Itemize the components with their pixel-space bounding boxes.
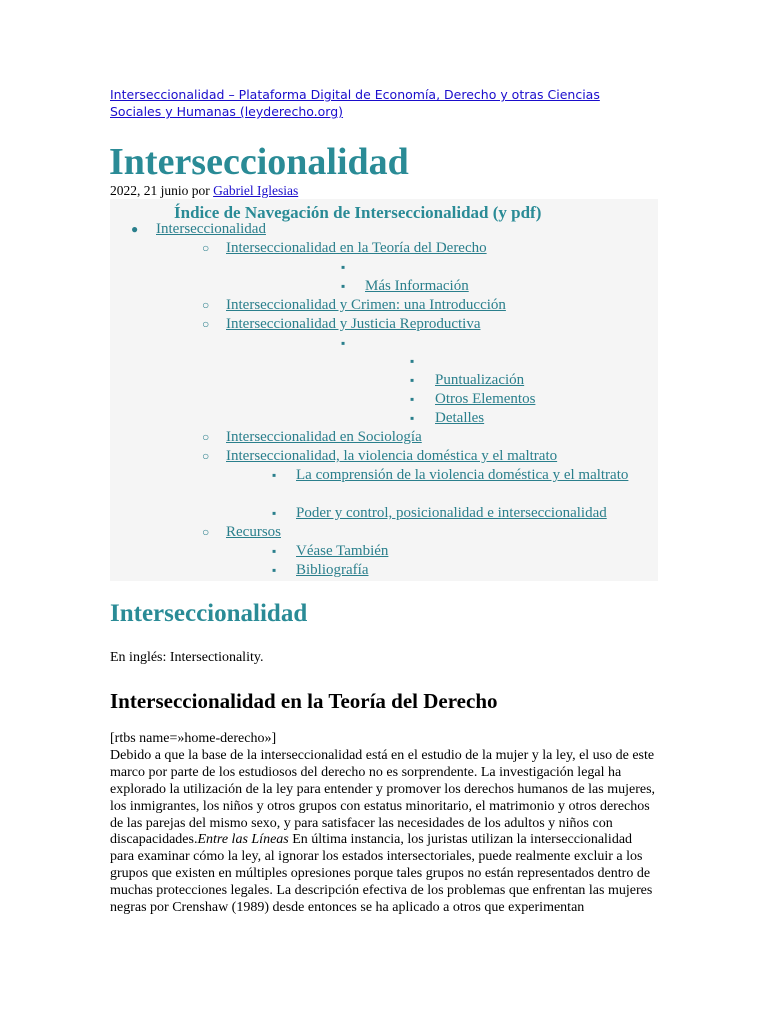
square-bullet-icon: ▪ <box>272 563 277 577</box>
circle-bullet-icon: ○ <box>202 449 210 463</box>
italic-phrase: Entre las Líneas <box>197 832 289 848</box>
square-bullet-icon: ▪ <box>410 411 415 425</box>
toc-item-teoria-derecho[interactable]: Interseccionalidad en la Teoría del Derecho <box>226 240 487 256</box>
circle-bullet-icon: ○ <box>202 525 210 539</box>
toc-item-bibliografia[interactable]: Bibliografía <box>296 562 369 578</box>
toc-item-poder-control[interactable]: Poder y control, posicionalidad e interseccionalidad <box>296 505 607 521</box>
meta-date: 2022, 21 junio por <box>110 183 214 198</box>
paragraph <box>110 748 658 917</box>
circle-bullet-icon: ○ <box>202 430 210 444</box>
page-title: Interseccionalidad <box>109 141 409 183</box>
toc-item-sociologia[interactable]: Interseccionalidad en Sociología <box>226 429 422 445</box>
square-bullet-icon: ▪ <box>341 279 346 293</box>
toc-item-recursos[interactable]: Recursos <box>226 524 281 540</box>
site-link[interactable]: Interseccionalidad – Plataforma Digital de Economía, Derecho y otras Ciencias Sociales y Humanas (leyderecho.org) <box>110 87 600 119</box>
toc-item-mas-informacion[interactable]: Más Información <box>365 278 469 294</box>
toc-item-justicia-reproductiva[interactable]: Interseccionalidad y Justicia Reproductiva <box>226 316 481 332</box>
toc-item-puntualizacion[interactable]: Puntualización <box>435 372 525 388</box>
toc-item-vease-tambien[interactable]: Véase También <box>296 543 389 559</box>
square-bullet-icon: ▪ <box>410 373 415 387</box>
circle-bullet-icon: ○ <box>202 241 210 255</box>
square-bullet-icon: ▪ <box>272 544 277 558</box>
article-meta <box>110 183 298 199</box>
square-bullet-icon: ▪ <box>272 468 277 482</box>
toc-item-otros-elementos[interactable]: Otros Elementos <box>435 391 536 407</box>
square-bullet-icon: ▪ <box>272 506 277 520</box>
toc-item-violencia-domestica[interactable]: Interseccionalidad, la violencia doméstica y el maltrato <box>226 448 558 464</box>
disc-bullet-icon: ● <box>131 222 139 236</box>
square-bullet-icon: ▪ <box>341 336 346 350</box>
square-bullet-icon: ▪ <box>410 354 415 368</box>
toc-item-crimen[interactable]: Interseccionalidad y Crimen: una Introducción <box>226 297 506 313</box>
toc-item-interseccionalidad[interactable]: Interseccionalidad <box>156 221 266 237</box>
paragraph-part-a: Debido a que la base de la interseccionalidad está en el estudio de la mujer y la ley, el uso de este marco por parte de los estudiosos del derecho no es sorprendente. La investigación legal ha explorado la utilización de la ley para entender y promover los derechos humanos de las mujeres, los inmigrantes, los niños y otros grupos con estatus minoritario, el matrimonio y otros derechos de las parejas del mismo sexo, y para satisfacer las necesidades de los adultos y niños con discapacidades. <box>110 747 656 848</box>
square-bullet-icon: ▪ <box>341 260 346 274</box>
table-of-contents <box>110 199 658 581</box>
subsection-heading: Interseccionalidad en la Teoría del Derecho <box>110 689 498 713</box>
shortcode-text: [rtbs name=»home-derecho»] <box>110 731 277 746</box>
paragraph-part-b: En última instancia, los juristas utilizan la interseccionalidad para examinar cómo la ley, al ignorar los estados intersectoriales, puede realmente excluir a los grupos que existen en múltiples opresiones porque tales grupos no están representados dentro de muchas protecciones legales. La descripción efectiva de los problemas que enfrentan las mujeres negras por Crenshaw (1989) desde entonces se ha aplicado a otros que experimentan <box>110 832 653 916</box>
square-bullet-icon: ▪ <box>410 392 415 406</box>
circle-bullet-icon: ○ <box>202 298 210 312</box>
toc-title: Índice de Navegación de Interseccionalidad (y pdf) <box>174 203 542 222</box>
body-text <box>110 731 658 917</box>
english-term: En inglés: Intersectionality. <box>110 650 264 665</box>
section-heading: Interseccionalidad <box>110 600 308 627</box>
toc-item-comprension-violencia[interactable]: La comprensión de la violencia doméstica y el maltrato <box>296 467 629 483</box>
author-link[interactable]: Gabriel Iglesias <box>213 183 299 198</box>
toc-item-detalles[interactable]: Detalles <box>435 410 485 426</box>
circle-bullet-icon: ○ <box>202 317 210 331</box>
